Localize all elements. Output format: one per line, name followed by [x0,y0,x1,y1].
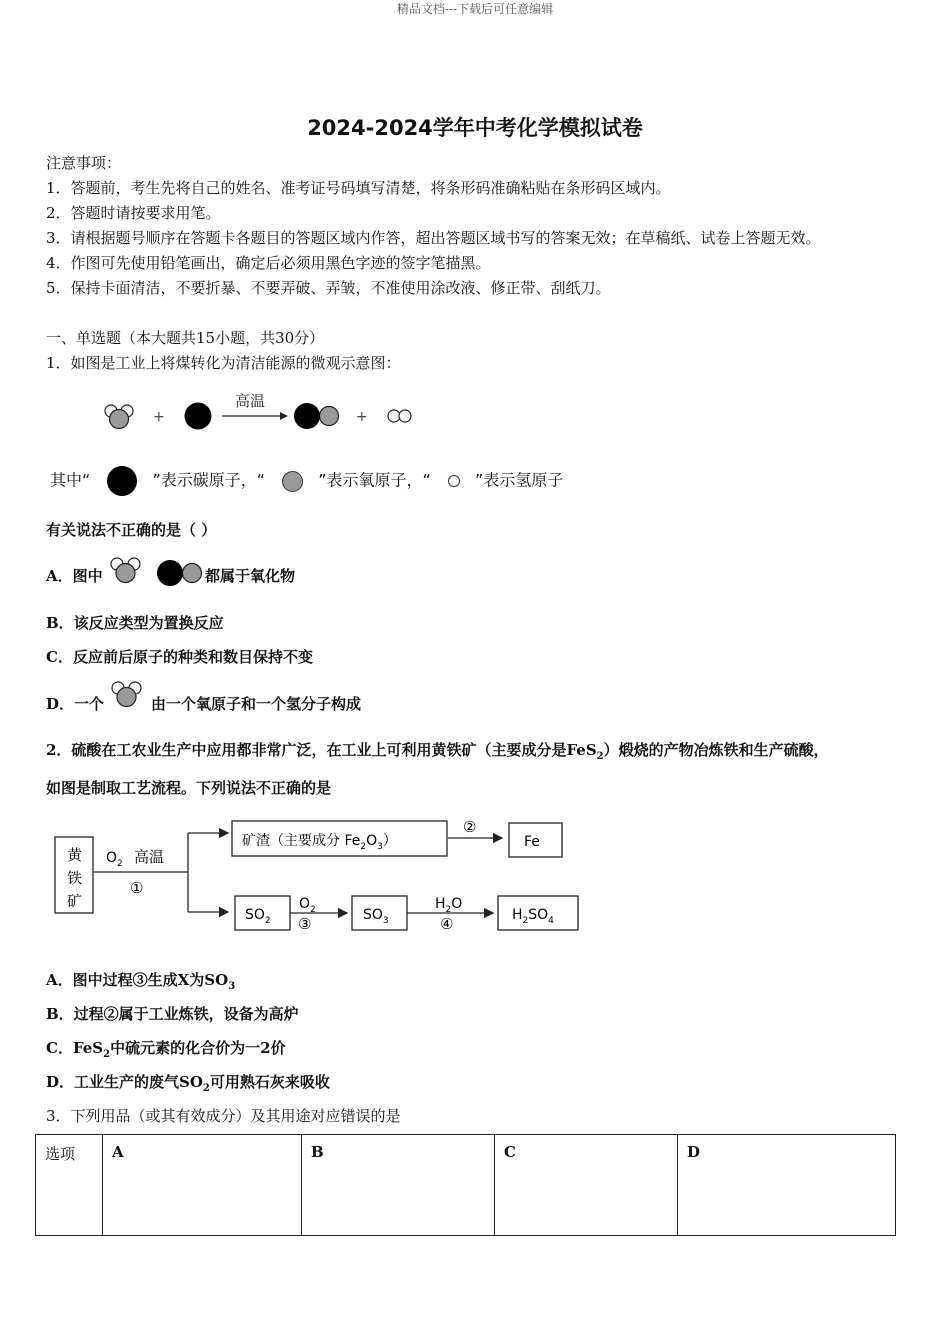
step4-h2o: $H_2O$ [435,896,463,915]
water-molecule-icon [105,405,133,429]
q2-option-d: D．工业生产的废气$SO_2$可用熟石灰来吸收 [46,1073,330,1094]
notice-item-1: 1．答题前，考生先将自己的姓名、准考证号码填写清楚，将条形码准确粘贴在条形码区域内。 [46,179,671,197]
h2so4-label: $H_2SO_4$ [512,907,554,926]
q3-options-table [35,1134,896,1236]
q1-legend [50,466,563,496]
legend-prefix: 其中“ [50,470,91,490]
q1-option-c: C．反应前后原子的种类和数目保持不变 [46,648,313,666]
q2-stem-line1 [46,739,829,762]
notice-item-4: 4．作图可先使用铅笔画出，确定后必须用黑色字迹的签字笔描黑。 [46,254,491,272]
plus-sign-1: + [153,409,165,425]
page-title: 2024-2024学年中考化学模拟试卷 [307,116,643,140]
notice-item-3: 3．请根据题号顺序在答题卡各题目的答题区域内作答，超出答题区域书写的答案无效；在草稿纸、试卷上答题无效。 [46,229,821,247]
table-header-a: A [103,1135,302,1236]
legend-oxygen-text: ”表示氧原子，“ [318,470,431,490]
so2-label: $SO_2$ [245,907,271,926]
q1-reaction-diagram [95,385,425,445]
water-molecule-icon [110,680,146,712]
step3-number: ③ [298,915,312,933]
q2-stem-line2: 如图是制取工艺流程。下列说法不正确的是 [46,779,332,797]
step1-o2: O [106,850,118,866]
ore-char-2: 铁 [67,869,83,887]
q2-option-c: C．FeS$_2$中硫元素的化合价为一2价 [46,1039,286,1060]
q1-option-d-text: 由一个氧原子和一个氢分子构成 [151,695,362,713]
water-molecule-icon [111,558,140,583]
ore-char-1: 黄 [67,846,83,864]
slag-label: 矿渣（主要成分 $Fe_2O_3$） [242,833,397,852]
notice-item-5: 5．保持卡面清洁，不要折暴、不要弄破、弄皱，不准使用涂改液、修正带、刮纸刀。 [46,279,611,297]
q2-stem-post: ）煅烧的产物冶炼铁和生产硫酸， [603,741,829,759]
q1-option-d-prefix: D．一个 [46,695,105,713]
reaction-arrowhead [280,412,288,420]
q2-option-b: B．过程②属于工业炼铁，设备为高炉 [46,1005,299,1023]
q1-option-a-molecules [108,556,208,590]
q1-stem: 1．如图是工业上将煤转化为清洁能源的微观示意图： [46,354,401,372]
step1-number: ① [130,879,144,897]
fe-label: Fe [524,834,540,850]
notice-item-2: 2．答题时请按要求用笔。 [46,204,221,222]
q2-option-a: A．图中过程③生成X为$SO_3$ [46,971,236,992]
step2-number: ② [463,818,477,836]
step4-number: ④ [440,915,454,933]
plus-sign-2: + [356,409,368,425]
carbon-atom-icon [107,466,137,496]
table-row [36,1135,896,1236]
q2-stem-sub: 2 [596,751,604,762]
oxygen-atom-icon [282,471,303,492]
table-header-c: C [495,1135,678,1236]
q2-stem-pre: 2．硫酸在工农业生产中应用都非常广泛，在工业上可利用黄铁矿（主要成分是FeS [46,741,597,759]
q1-option-a-prefix: A．图中 [46,567,103,585]
table-header-d: D [678,1135,896,1236]
co-molecule-icon [294,403,339,429]
step1-o2-sub: 2 [117,859,123,869]
carbon-atom-icon [185,403,212,430]
q1-option-a-text: 都属于氧化物 [205,567,296,585]
co-molecule-icon [157,560,202,586]
q1-option-b: B．该反应类型为置换反应 [46,614,224,632]
reaction-condition: 高温 [235,392,266,410]
notice-heading: 注意事项： [46,154,122,172]
step3-o2: $O_2$ [299,896,316,915]
q2-process-flow-diagram [50,815,590,945]
legend-hydrogen-text: ”表示氢原子 [475,470,564,490]
q3-stem: 3．下列用品（或其有效成分）及其用途对应错误的是 [46,1107,401,1125]
so3-label: $SO_3$ [363,907,389,926]
ore-char-3: 矿 [67,892,83,910]
page-header: 精品文档---下载后可任意编辑 [396,2,554,16]
table-header-option: 选项 [36,1135,103,1236]
q1-question: 有关说法不正确的是（ ） [46,521,217,539]
h2-molecule-icon [388,410,411,422]
step1-condition: 高温 [134,848,165,866]
hydrogen-atom-icon [448,475,460,487]
section-heading: 一、单选题（本大题共15小题，共30分） [46,329,325,347]
table-header-b: B [302,1135,495,1236]
legend-carbon-text: ”表示碳原子，“ [152,470,266,490]
